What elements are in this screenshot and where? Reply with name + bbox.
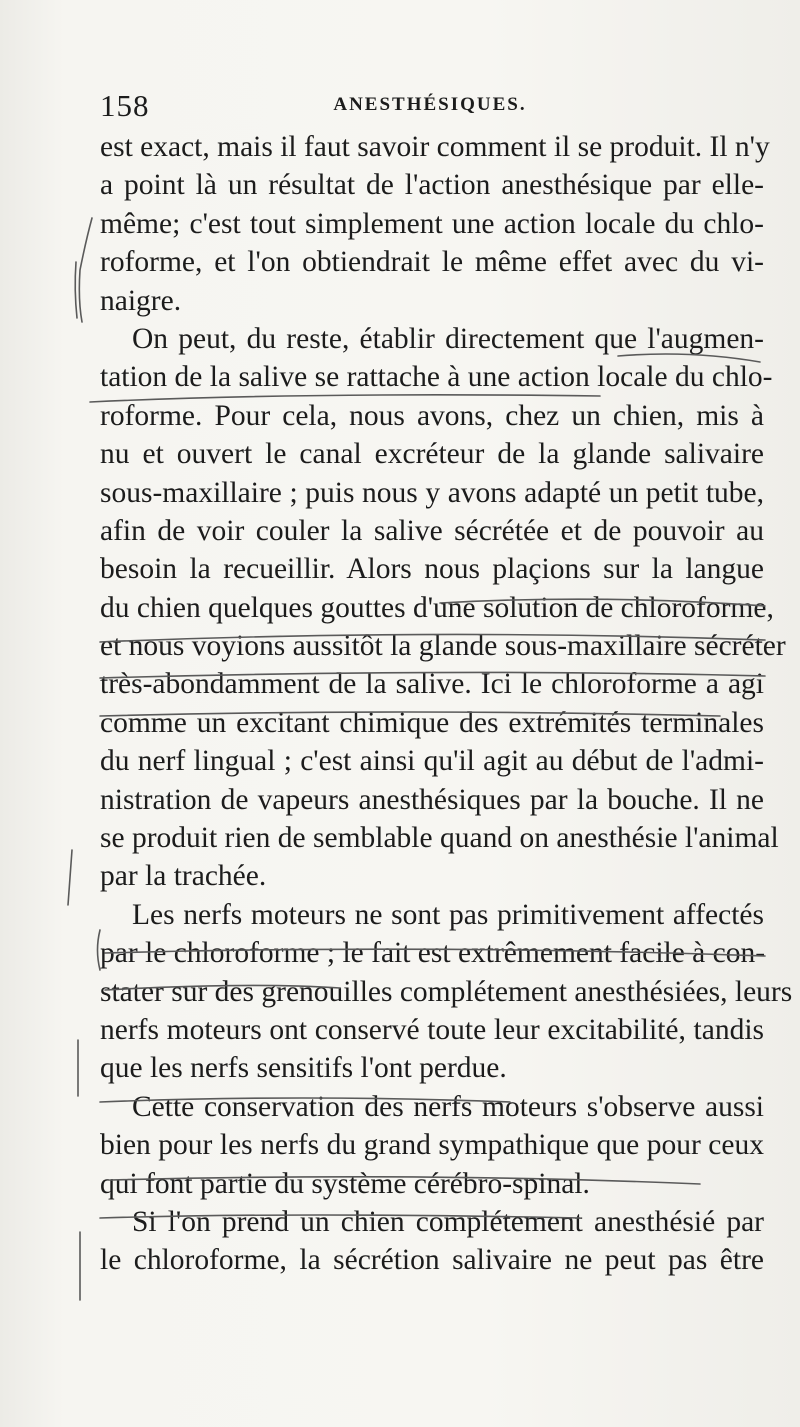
text-line: se produit rien de semblable quand on anesthésie l'animal — [100, 822, 779, 855]
text-line: tation de la salive se rattache à une action locale du chlo- — [100, 361, 773, 394]
text-line: du chien quelques gouttes d'une solution de chloroforme, — [100, 591, 774, 624]
text-line: nistration de vapeurs anesthésiques par la bouche. Il ne — [100, 783, 764, 816]
text-line: qui font partie du système cérébro-spinal. — [100, 1167, 590, 1200]
page-header — [100, 88, 760, 122]
text-line: et nous voyions aussitôt la glande sous-maxillaire sécréter — [100, 630, 786, 663]
text-line: le chloroforme, la sécrétion salivaire ne peut pas être — [100, 1244, 764, 1277]
text-line: du nerf lingual ; c'est ainsi qu'il agit au début de l'admi- — [100, 745, 764, 778]
text-line: roforme. Pour cela, nous avons, chez un chien, mis à — [100, 399, 764, 432]
text-line: afin de voir couler la salive sécrétée et de pouvoir au — [100, 514, 764, 547]
text-line: nerfs moteurs ont conservé toute leur excitabilité, tandis — [100, 1013, 764, 1046]
text-line: naigre. — [100, 284, 182, 317]
text-line: roforme, et l'on obtiendrait le même effet avec du vi- — [100, 246, 764, 279]
text-line: est exact, mais il faut savoir comment il se produit. Il n'y — [100, 131, 770, 163]
text-line: On peut, du reste, établir directement que l'augmen- — [132, 322, 764, 355]
text-line: nu et ouvert le canal excréteur de la glande salivaire — [100, 438, 764, 471]
text-line: très-abondamment de la salive. Ici le chloroforme a agi — [100, 668, 764, 701]
body-text — [100, 128, 793, 1280]
text-line: que les nerfs sensitifs l'ont perdue. — [100, 1052, 507, 1085]
text-line: a point là un résultat de l'action anesthésique par elle- — [100, 169, 764, 202]
text-line: Les nerfs moteurs ne sont pas primitivement affectés — [132, 898, 764, 931]
text-line: bien pour les nerfs du grand sympathique que pour ceux — [100, 1129, 764, 1162]
margin-bracket-mark — [75, 262, 77, 318]
text-line: par la trachée. — [100, 860, 267, 893]
text-line: Cette conservation des nerfs moteurs s'observe aussi — [132, 1090, 764, 1123]
page-number: 158 — [100, 88, 150, 123]
text-line: par le chloroforme ; le fait est extrêmement facile à con- — [100, 937, 766, 970]
running-title: ANESTHÉSIQUES. — [333, 94, 527, 115]
text-line: besoin la recueillir. Alors nous plaçions sur la langue — [100, 553, 764, 586]
margin-bracket-mark — [68, 850, 72, 905]
text-line: sous-maxillaire ; puis nous y avons adapté un petit tube, — [100, 476, 764, 509]
text-line: même; c'est tout simplement une action locale du chlo- — [100, 207, 764, 240]
margin-bracket-mark — [79, 218, 92, 322]
text-line: Si l'on prend un chien complétement anesthésié par — [132, 1205, 764, 1238]
text-line: comme un excitant chimique des extrémités terminales — [100, 706, 764, 739]
text-line: stater sur des grenouilles complétement anesthésiées, leurs — [100, 975, 793, 1008]
